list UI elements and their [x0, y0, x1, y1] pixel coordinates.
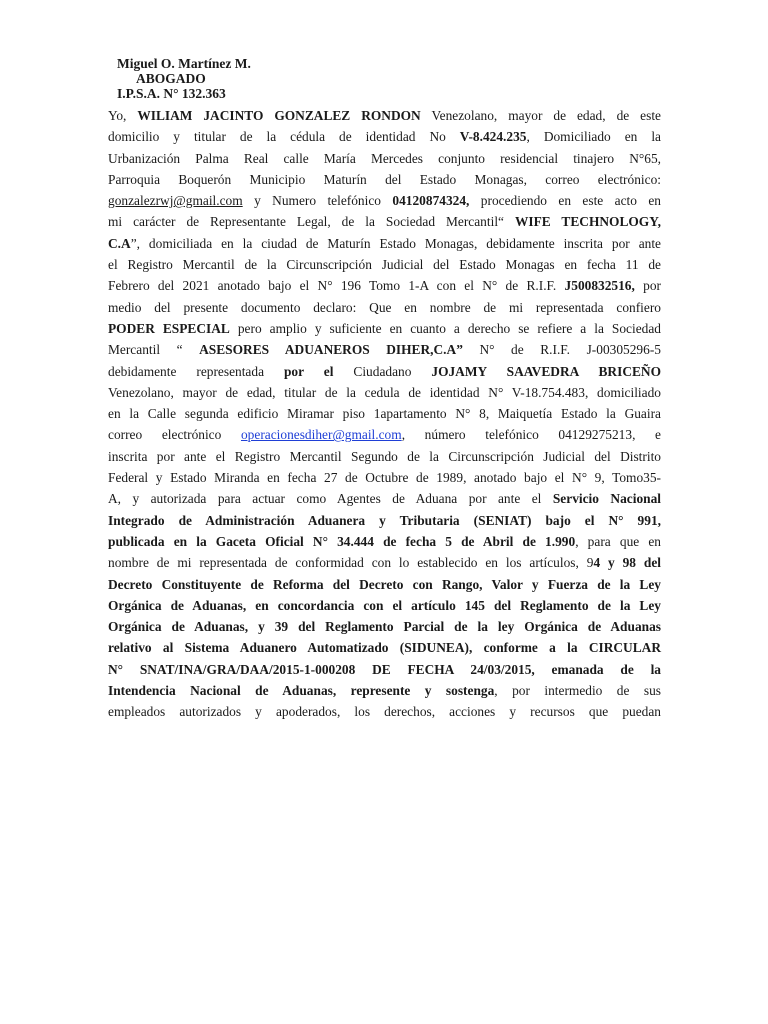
text-segment: , por intermedio de sus	[494, 683, 661, 699]
text-segment: domicilio y titular de la cédula de identidad No	[108, 129, 460, 145]
text-segment: , Domiciliado en la	[526, 129, 661, 145]
lawyer-name: Miguel O. Martínez M.	[117, 56, 251, 71]
text-segment: relativo al Sistema Aduanero Automatizado (SIDUNEA), conforme a la CIRCULAR	[108, 640, 661, 656]
text-segment: JOJAMY SAAVEDRA BRICEÑO	[431, 363, 662, 379]
text-segment: nombre de mi representada de conformidad con lo establecido en los artículos, 9	[108, 555, 594, 571]
text-segment: ASESORES ADUANEROS DIHER,C.A”	[199, 342, 463, 358]
text-line	[108, 424, 661, 445]
text-segment: y Numero telefónico	[242, 193, 393, 209]
text-line	[108, 190, 661, 211]
text-segment: Mercantil “	[108, 342, 200, 358]
text-segment: J500832516,	[564, 278, 635, 294]
text-line	[108, 126, 661, 147]
text-line	[108, 361, 661, 382]
text-segment: medio del presente documento declaro: Que en nombre de mi representada confiero	[108, 299, 661, 315]
text-line	[108, 595, 661, 616]
text-line	[108, 318, 661, 339]
text-line	[108, 574, 661, 595]
text-segment: Ciudadano	[333, 363, 432, 379]
text-segment: pero amplio y suficiente en cuanto a derecho se refiere a la Sociedad	[229, 320, 661, 336]
text-segment: A, y autorizada para actuar como Agentes de Aduana por ante el	[108, 491, 553, 507]
text-segment: por	[634, 278, 661, 294]
text-segment: Integrado de Administración Aduanera y Tributaria (SENIAT) bajo el N° 991,	[108, 512, 661, 528]
text-segment: Venezolano, mayor de edad, de este	[420, 108, 661, 123]
text-segment: PODER ESPECIAL	[108, 320, 230, 336]
text-line	[108, 701, 661, 722]
text-segment: C.A	[108, 235, 131, 251]
text-segment: Servicio Nacional	[552, 491, 662, 507]
text-segment: publicada en la Gaceta Oficial N° 34.444 de fecha 5 de Abril de 1.990	[108, 533, 576, 549]
text-segment: WILIAM JACINTO GONZALEZ RONDON	[137, 108, 421, 123]
text-segment: inscrita por ante el Registro Mercantil Segundo de la Circunscripción Judicial del Distrito	[108, 448, 661, 464]
text-line	[108, 254, 661, 275]
text-segment: Yo,	[108, 108, 138, 123]
text-line	[108, 446, 661, 467]
text-line	[108, 382, 661, 403]
text-line	[108, 275, 661, 296]
text-line	[108, 531, 661, 552]
text-segment: mi carácter de Representante Legal, de la Sociedad Mercantil“	[108, 214, 515, 230]
text-line	[108, 467, 661, 488]
text-line	[108, 211, 661, 232]
text-line	[108, 552, 661, 573]
text-line	[108, 339, 661, 360]
text-segment: empleados autorizados y apoderados, los derechos, acciones y recursos que puedan	[108, 704, 661, 720]
text-line	[108, 297, 661, 318]
text-line	[108, 680, 661, 701]
text-segment: por el	[283, 363, 334, 379]
text-segment: debidamente representada	[108, 363, 284, 379]
letterhead	[117, 56, 251, 101]
text-segment: V-8.424.235	[459, 129, 527, 145]
text-segment: Parroquia Boquerón Municipio Maturín del Estado Monagas, correo electrónico:	[108, 171, 661, 187]
text-line	[108, 403, 661, 424]
text-line	[108, 148, 661, 169]
text-line	[108, 510, 661, 531]
text-segment: , número telefónico 04129275213, e	[401, 427, 662, 443]
text-line	[108, 637, 661, 658]
text-segment: Urbanización Palma Real calle María Mercedes conjunto residencial tinajero N°65,	[108, 150, 661, 166]
text-segment: N° SNAT/INA/GRA/DAA/2015-1-000208 DE FECHA 24/03/2015, emanada de la	[108, 661, 661, 677]
text-segment: Intendencia Nacional de Aduanas, represente y sostenga	[108, 683, 495, 699]
lawyer-title: ABOGADO	[136, 71, 206, 86]
text-segment: Orgánica de Aduanas, y 39 del Reglamento Parcial de la ley Orgánica de Aduanas	[108, 619, 661, 635]
text-line	[108, 488, 661, 509]
text-segment: , para que en	[575, 533, 661, 549]
text-segment: N° de R.I.F. J-00305296-5	[462, 342, 661, 358]
text-segment: en la Calle segunda edificio Miramar piso 1apartamento N° 8, Maiquetía Estado la Guaira	[108, 406, 661, 422]
text-segment: Venezolano, mayor de edad, titular de la cedula de identidad N° V-18.754.483, domiciliado	[108, 384, 661, 400]
text-line	[108, 169, 661, 190]
text-segment: 4 y 98 del	[593, 555, 661, 571]
text-segment: Decreto Constituyente de Reforma del Decreto con Rango, Valor y Fuerza de la Ley	[108, 576, 661, 592]
text-line	[108, 659, 661, 680]
text-line	[108, 616, 661, 637]
text-segment: procediendo en este acto en	[469, 193, 661, 209]
text-segment: Federal y Estado Miranda en fecha 27 de Octubre de 1989, anotado bajo el N° 9, Tomo35-	[108, 470, 661, 486]
text-line	[108, 105, 661, 126]
ipsa-number: I.P.S.A. N° 132.363	[117, 86, 226, 101]
text-segment: 04120874324,	[392, 193, 470, 209]
text-line	[108, 233, 661, 254]
text-segment: el Registro Mercantil de la Circunscripción Judicial del Estado Monagas en fecha 11 de	[108, 257, 661, 273]
text-segment: ”, domiciliada en la ciudad de Maturín Estado Monagas, debidamente inscrita por ante	[130, 235, 661, 251]
email-link[interactable]: operacionesdiher@gmail.com	[240, 427, 402, 443]
document-body	[108, 105, 661, 723]
text-segment: Orgánica de Aduanas, en concordancia con el artículo 145 del Reglamento de la Ley	[108, 597, 661, 613]
text-segment: Febrero del 2021 anotado bajo el N° 196 Tomo 1-A con el N° de R.I.F.	[108, 278, 565, 294]
text-segment: correo electrónico	[108, 427, 241, 443]
text-segment: WIFE TECHNOLOGY,	[514, 214, 661, 230]
email-text: gonzalezrwj@gmail.com	[108, 193, 243, 209]
